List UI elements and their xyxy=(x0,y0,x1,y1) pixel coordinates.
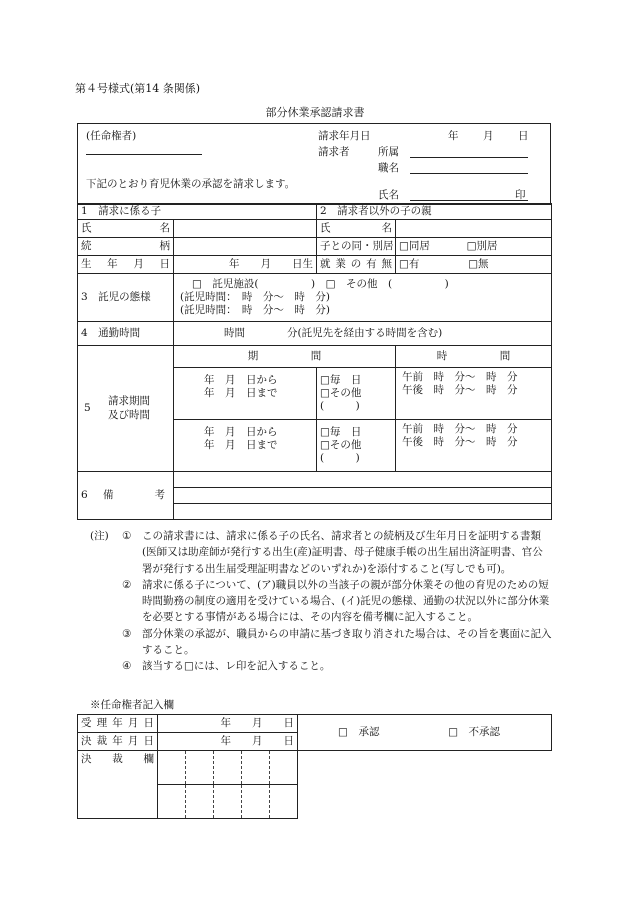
relation-field[interactable] xyxy=(174,238,317,256)
note-2-text: 請求に係る子について、(ア)職員以外の当該子の親が部分休業その他の育児のための短時間勤務の制度の適用を受けている場合、(イ)託児の態様、通勤の状況以外に部分休業を必要とする事情がある場合には、その内容を備考欄に記入すること。 xyxy=(142,578,550,624)
frequency-cell-1[interactable] xyxy=(317,368,396,420)
received-label: 受理年月日 xyxy=(81,716,154,729)
freq-other-paren-1: ( ) xyxy=(320,400,360,413)
note-3-text: 部分休業の承認が、職員からの申請に基づき取り消された場合は、その旨を裏面に記入すること。 xyxy=(142,627,552,657)
reject-checkbox[interactable]: □ 不承認 xyxy=(448,725,501,738)
birth-label: 生 年 月 日 xyxy=(81,257,170,270)
time-pm-2[interactable]: 午後 時 分～ 時 分 xyxy=(402,436,518,449)
received-date[interactable]: 年 月 日 xyxy=(158,715,298,733)
remarks-label: 6 備 考 xyxy=(78,472,174,520)
cohabit-options[interactable] xyxy=(396,238,552,256)
birth-field[interactable]: 年 月 日生 xyxy=(174,256,317,274)
note-4-num: ④ xyxy=(122,660,132,673)
decided-label: 決裁年月日 xyxy=(81,734,154,747)
relation-label: 続 柄 xyxy=(81,239,170,252)
parent-name-label: 氏 名 xyxy=(320,221,392,234)
form-number: 第４号様式(第14 条関係) xyxy=(75,82,201,95)
approval-box-1[interactable] xyxy=(158,751,186,785)
approval-box-8[interactable] xyxy=(214,785,242,819)
childcare-type[interactable]: □ 託児施設( ) □ その他 ( ) xyxy=(192,277,449,290)
commute-field[interactable]: 時間 分(託児先を経由する時間を含む) xyxy=(174,322,552,346)
section2-heading: 2 請求者以外の子の親 xyxy=(317,204,552,220)
period-label-cell xyxy=(78,346,174,472)
freq-other-2[interactable]: □その他 xyxy=(320,438,362,451)
name-line[interactable] xyxy=(410,188,528,201)
request-box xyxy=(77,123,551,205)
employment-options[interactable] xyxy=(396,256,552,274)
cohabit-opt-together[interactable]: □同居 xyxy=(399,239,430,252)
approval-box-4[interactable] xyxy=(242,751,270,785)
approval-box-10[interactable] xyxy=(270,785,298,819)
notes-prefix: (注) xyxy=(90,530,109,542)
parent-name-field[interactable] xyxy=(396,220,552,238)
note-2-num: ② xyxy=(122,578,132,591)
period-row-2[interactable] xyxy=(174,420,317,472)
freq-other-1[interactable]: □その他 xyxy=(320,386,362,399)
time-am-2[interactable]: 午前 時 分～ 時 分 xyxy=(402,423,518,435)
requester-label: 請求者 xyxy=(318,146,350,158)
period-to-1[interactable]: 年 月 日まで xyxy=(204,386,278,399)
remarks-line-1[interactable] xyxy=(174,472,552,488)
note-3-num: ③ xyxy=(122,627,132,640)
remarks-line-3[interactable] xyxy=(174,504,552,520)
main-table xyxy=(77,203,552,520)
appointer-line[interactable] xyxy=(86,142,202,155)
section1-heading: 1 請求に係る子 xyxy=(78,204,317,220)
freq-other-paren-2: ( ) xyxy=(320,452,360,465)
period-column-header: 期 間 xyxy=(174,346,396,368)
appointer-label: (任命権者) xyxy=(86,130,137,142)
period-label-2: 及び時間 xyxy=(108,408,150,421)
period-row-1[interactable] xyxy=(174,368,317,420)
request-month: 月 xyxy=(483,130,494,142)
seal-mark: 印 xyxy=(515,189,526,201)
time-am-1[interactable]: 午前 時 分～ 時 分 xyxy=(402,371,518,383)
notes xyxy=(90,528,552,675)
employment-opt-no[interactable]: □無 xyxy=(468,257,489,270)
appointer-section-title: ※任命権者記入欄 xyxy=(90,699,174,711)
affiliation-label: 所属 xyxy=(378,146,399,158)
freq-daily-2[interactable]: □毎 日 xyxy=(320,425,362,438)
cohabit-opt-separate[interactable]: □別居 xyxy=(466,239,498,252)
note-4-text: 該当する□には、レ印を記入すること。 xyxy=(142,660,331,673)
approval-box-3[interactable] xyxy=(214,751,242,785)
request-year: 年 xyxy=(448,130,459,142)
time-cell-1[interactable] xyxy=(396,368,552,420)
commute-label: 4 通勤時間 xyxy=(78,322,174,346)
time-cell-2[interactable] xyxy=(396,420,552,472)
note-1-num: ① xyxy=(122,530,132,542)
period-to-2[interactable]: 年 月 日まで xyxy=(204,438,278,451)
position-label: 職名 xyxy=(378,162,399,174)
employment-opt-yes[interactable]: □有 xyxy=(399,257,420,270)
approval-spacer xyxy=(298,751,552,819)
childcare-time-1[interactable]: (託児時間： 時 分～ 時 分) xyxy=(180,290,330,303)
statement: 下記のとおり育児休業の承認を請求します。 xyxy=(86,178,296,190)
approval-label: 決 裁 欄 xyxy=(81,753,154,765)
approval-box-2[interactable] xyxy=(186,751,214,785)
approval-box-7[interactable] xyxy=(186,785,214,819)
appointer-table xyxy=(77,714,552,819)
period-from-2[interactable]: 年 月 日から xyxy=(204,425,278,438)
approval-box-9[interactable] xyxy=(242,785,270,819)
note-1-text: この請求書には、請求に係る子の氏名、請求者との続柄及び生年月日を証明する書類(医師又は助産師が発行する出生(産)証明書、母子健康手帳の出生届出済証明書、官公署が発行する出生届受理証明書などのいずれか)を添付すること(写しでも可)。 xyxy=(142,530,543,575)
remarks-line-2[interactable] xyxy=(174,488,552,504)
period-label-1: 請求期間 xyxy=(108,394,150,407)
time-pm-1[interactable]: 午後 時 分～ 時 分 xyxy=(402,384,518,397)
approval-box-6[interactable] xyxy=(158,785,186,819)
freq-daily-1[interactable]: □毎 日 xyxy=(320,373,362,386)
period-from-1[interactable]: 年 月 日から xyxy=(204,373,278,386)
request-date-label: 請求年月日 xyxy=(318,130,371,142)
position-line[interactable] xyxy=(410,161,528,174)
frequency-cell-2[interactable] xyxy=(317,420,396,472)
name-label: 氏名 xyxy=(378,189,399,201)
decided-date[interactable]: 年 月 日 xyxy=(158,733,298,751)
child-name-label: 氏 名 xyxy=(81,221,170,234)
period-number: 5 xyxy=(84,401,91,414)
request-day: 日 xyxy=(518,130,529,142)
approval-box-5[interactable] xyxy=(270,751,298,785)
child-name-field[interactable] xyxy=(174,220,317,238)
employment-label: 就業の有無 xyxy=(320,257,392,270)
page-title: 部分休業承認請求書 xyxy=(265,106,365,119)
cohabit-label: 子との同・別居 xyxy=(317,238,396,256)
approve-checkbox[interactable]: □ 承認 xyxy=(338,725,380,738)
childcare-time-2[interactable]: (託児時間： 時 分～ 時 分) xyxy=(180,304,330,317)
decision-cell[interactable] xyxy=(298,715,552,751)
time-column-header: 時 間 xyxy=(396,346,552,368)
affiliation-line[interactable] xyxy=(410,145,528,158)
childcare-label: 3 託児の態様 xyxy=(78,274,174,322)
